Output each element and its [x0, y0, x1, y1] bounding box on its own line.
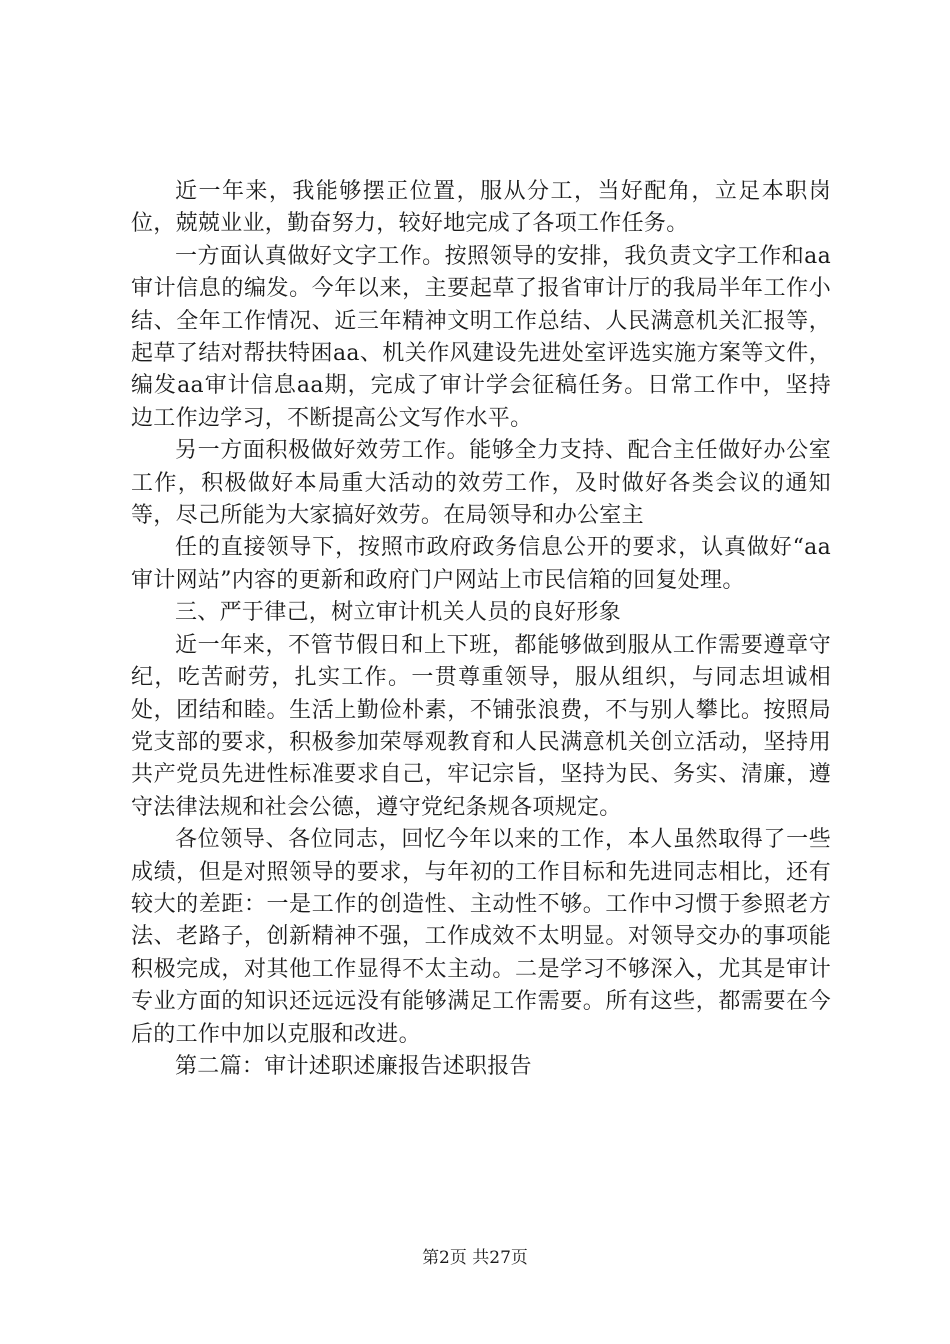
paragraph-intro: 近一年来，我能够摆正位置，服从分工，当好配角，立足本职岗位，兢兢业业，勤奋努力，较好地完成了各项工作任务。 — [131, 179, 831, 237]
document-body — [131, 176, 831, 1083]
chapter-heading-second: 第二篇：审计述职述廉报告述职报告 — [175, 1053, 532, 1079]
section-heading-self-discipline: 三、严于律己，树立审计机关人员的良好形象 — [175, 600, 622, 626]
paragraph-service-work-continued: 任的直接领导下，按照市政府政务信息公开的要求，认真做好“aa审计网站”内容的更新和政府门户网站上市民信箱的回复处理。 — [131, 535, 831, 593]
paragraph-self-discipline: 近一年来，不管节假日和上下班，都能够做到服从工作需要遵章守纪，吃苦耐劳，扎实工作。一贯尊重领导，服从组织，与同志坦诚相处，团结和睦。生活上勤俭朴素，不铺张浪费，不与别人攀比。按照局党支部的要求，积极参加荣辱观教育和人民满意机关创立活动，坚持用共产党员先进性标准要求自己，牢记宗旨，坚持为民、务实、清廉，遵守法律法规和社会公德，遵守党纪条规各项规定。 — [131, 632, 831, 820]
paragraph-service-work: 另一方面积极做好效劳工作。能够全力支持、配合主任做好办公室工作，积极做好本局重大活动的效劳工作，及时做好各类会议的通知等，尽己所能为大家搞好效劳。在局领导和办公室主 — [131, 438, 831, 529]
paragraph-writing-work: 一方面认真做好文字工作。按照领导的安排，我负责文字工作和aa审计信息的编发。今年以来，主要起草了报省审计厅的我局半年工作小结、全年工作情况、近三年精神文明工作总结、人民满意机关汇报等，起草了结对帮扶特困aa、机关作风建设先进处室评选实施方案等文件，编发aa审计信息aa期，完成了审计学会征稿任务。日常工作中，坚持边工作边学习，不断提高公文写作水平。 — [131, 243, 831, 431]
page-number-footer: 第2页 共27页 — [422, 1248, 528, 1268]
paragraph-shortcomings: 各位领导、各位同志，回忆今年以来的工作，本人虽然取得了一些成绩，但是对照领导的要求，与年初的工作目标和先进同志相比，还有较大的差距：一是工作的创造性、主动性不够。工作中习惯于参照老方法、老路子，创新精神不强，工作成效不太明显。对领导交办的事项能积极完成，对其他工作显得不太主动。二是学习不够深入，尤其是审计专业方面的知识还远远没有能够满足工作需要。所有这些，都需要在今后的工作中加以克服和改进。 — [131, 827, 831, 1047]
